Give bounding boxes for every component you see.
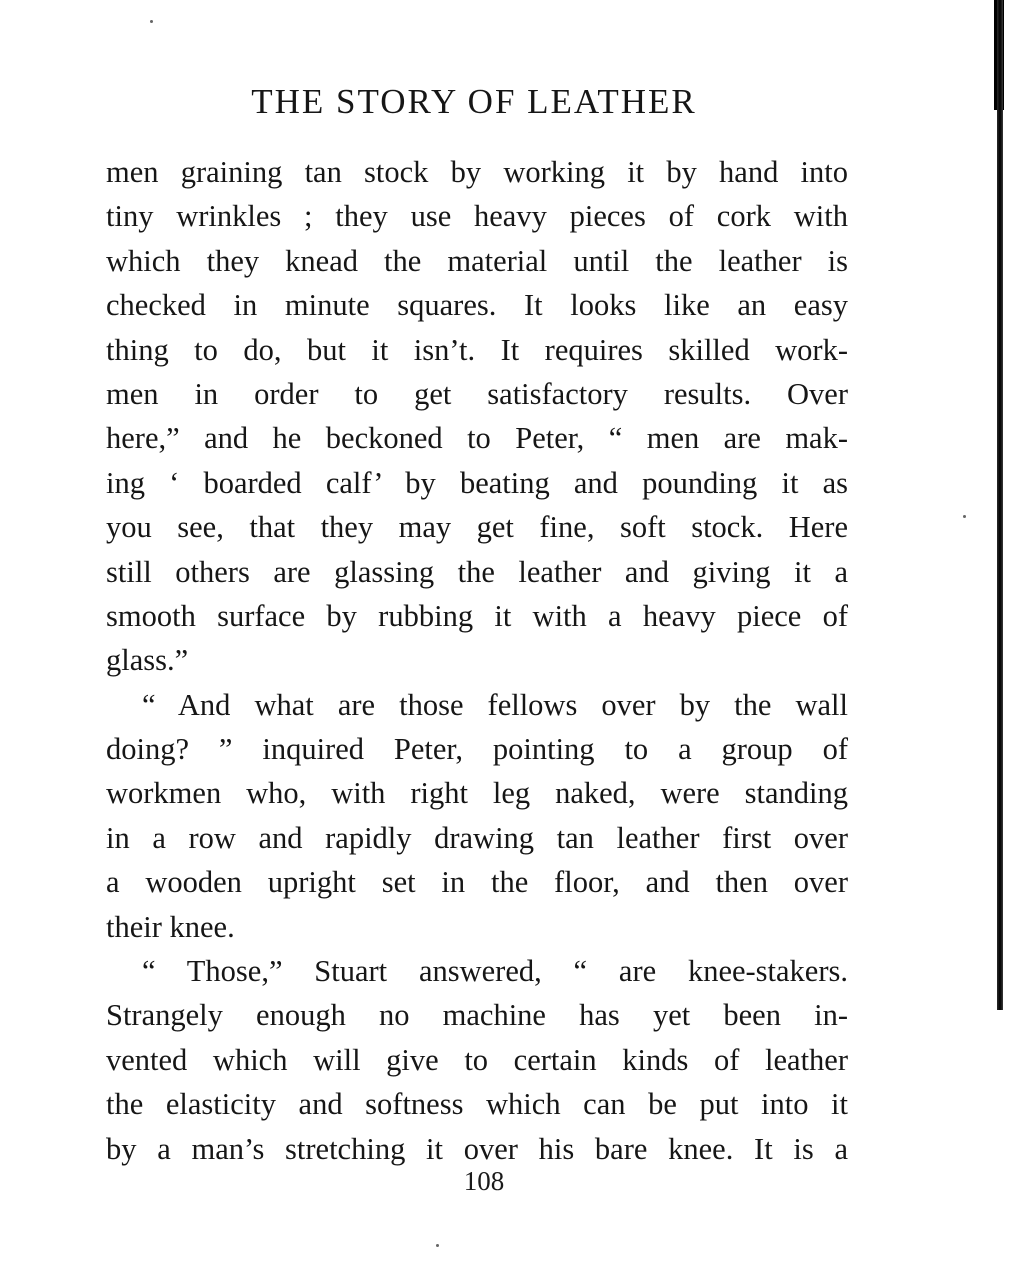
text-line: in a row and rapidly drawing tan leather first over bbox=[106, 820, 848, 855]
text-line: thing to do, but it isn’t. It requires skilled work- bbox=[106, 332, 848, 367]
text-line: here,” and he beckoned to Peter, “ men are mak- bbox=[106, 421, 848, 456]
text-line: you see, that they may get fine, soft stock. Here bbox=[106, 510, 848, 545]
scan-speck bbox=[150, 20, 153, 23]
text-line: the elasticity and softness which can be put into it bbox=[106, 1087, 848, 1122]
text-line: Strangely enough no machine has yet been in- bbox=[106, 998, 848, 1033]
text-line: smooth surface by rubbing it with a heavy piece of bbox=[106, 598, 848, 633]
page-number: 108 bbox=[463, 1166, 505, 1196]
binding-shadow bbox=[997, 0, 1003, 1010]
text-line: doing? ” inquired Peter, pointing to a group of bbox=[106, 732, 848, 767]
text-line: by a man’s stretching it over his bare knee. It is a bbox=[106, 1131, 848, 1166]
text-line: a wooden upright set in the floor, and then over bbox=[106, 865, 848, 900]
text-line: checked in minute squares. It looks like an easy bbox=[106, 288, 848, 323]
body-text bbox=[106, 150, 848, 1171]
text-line: ing ‘ boarded calf’ by beating and pounding it as bbox=[106, 465, 848, 500]
text-line: “ And what are those fellows over by the wall bbox=[142, 687, 848, 722]
text-line: men graining tan stock by working it by hand into bbox=[106, 155, 848, 189]
text-line: still others are glassing the leather and giving it a bbox=[106, 554, 848, 589]
text-line: which they knead the material until the leather is bbox=[106, 243, 848, 278]
text-line: their knee. bbox=[106, 909, 235, 944]
scan-speck bbox=[436, 1244, 439, 1247]
text-line: men in order to get satisfactory results. Over bbox=[106, 376, 848, 411]
running-head: THE STORY OF LEATHER bbox=[251, 82, 697, 121]
text-line: workmen who, with right leg naked, were standing bbox=[106, 776, 848, 811]
text-line: tiny wrinkles ; they use heavy pieces of cork with bbox=[106, 199, 848, 234]
text-line: glass.” bbox=[106, 643, 189, 678]
text-line: vented which will give to certain kinds of leather bbox=[106, 1042, 848, 1077]
text-line: “ Those,” Stuart answered, “ are knee-stakers. bbox=[142, 954, 848, 989]
scan-speck bbox=[963, 515, 966, 518]
